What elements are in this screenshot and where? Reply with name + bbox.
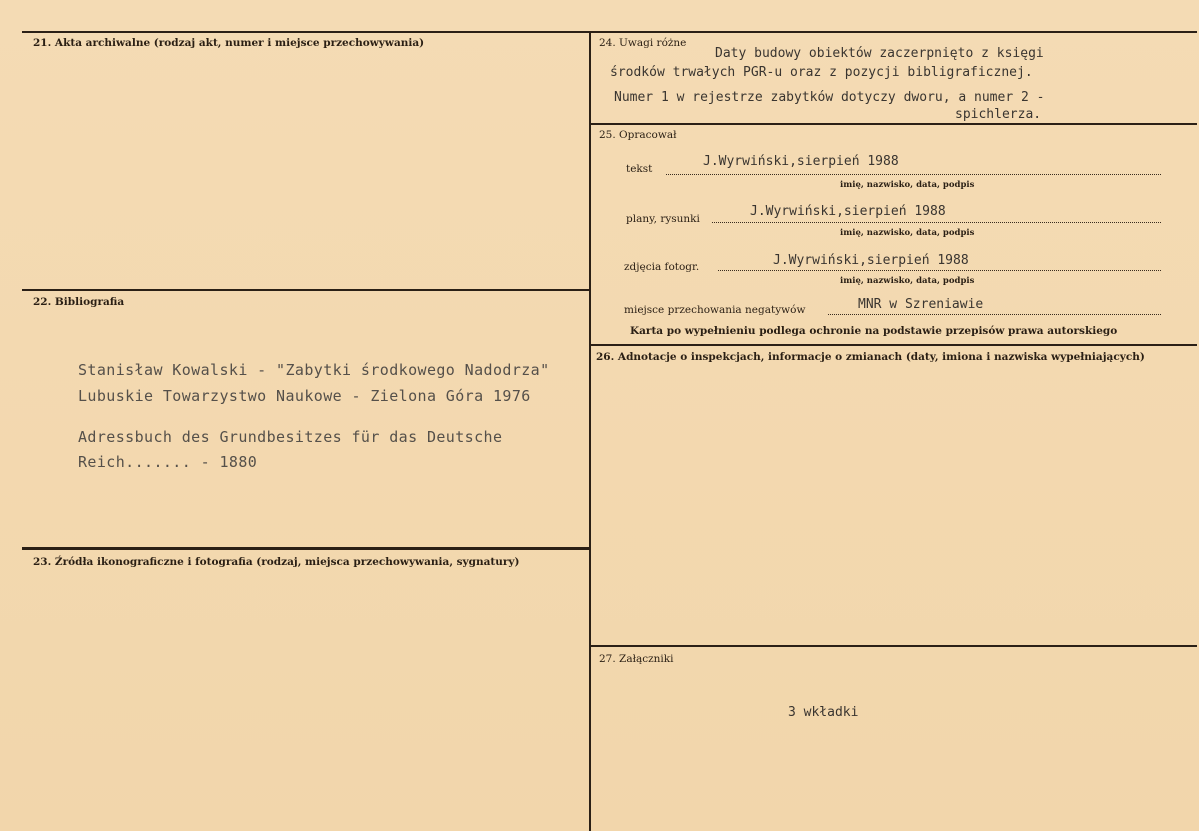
text-author-label: tekst: [626, 163, 653, 175]
prepared-by-heading: 25. Opracował: [599, 129, 677, 141]
bibliography-heading: 22. Bibliografia: [33, 296, 125, 308]
right-divider-2: [591, 344, 1197, 346]
top-border: [22, 31, 1197, 33]
center-divider: [589, 31, 591, 831]
iconographic-sources-heading: 23. Źródła ikonograficzne i fotografia (rodzaj, miejsca przechowywania, sygnatury): [33, 556, 520, 568]
remarks-heading: 24. Uwagi różne: [599, 37, 687, 49]
left-divider-1: [22, 289, 591, 291]
remarks-line-3: Numer 1 w rejestrze zabytków dotyczy dworu, a numer 2 -: [614, 90, 1045, 105]
negatives-location-line: [828, 314, 1161, 315]
archival-records-heading: 21. Akta archiwalne (rodzaj akt, numer i miejsce przechowywania): [33, 37, 425, 49]
remarks-line-2: środków trwałych PGR-u oraz z pozycji bibligraficznej.: [610, 65, 1033, 80]
text-author-hint: imię, nazwisko, data, podpis: [840, 180, 975, 190]
copyright-note: Karta po wypełnieniu podlega ochronie na podstawie przepisów prawa autorskiego: [630, 325, 1118, 337]
drawings-author-value: J.Wyrwiński,sierpień 1988: [750, 204, 946, 219]
photos-author-line: [718, 270, 1161, 271]
right-divider-1: [591, 123, 1197, 125]
right-divider-3: [591, 645, 1197, 647]
photos-author-value: J.Wyrwiński,sierpień 1988: [773, 253, 969, 268]
drawings-author-line: [712, 222, 1161, 223]
remarks-line-1: Daty budowy obiektów zaczerpnięto z księgi: [715, 46, 1044, 61]
bibliography-line-2: Lubuskie Towarzystwo Naukowe - Zielona Góra 1976: [78, 387, 531, 405]
photos-author-hint: imię, nazwisko, data, podpis: [840, 276, 975, 286]
inspection-notes-heading: 26. Adnotacje o inspekcjach, informacje o zmianach (daty, imiona i nazwiska wypełniających): [596, 351, 1145, 363]
left-divider-2: [22, 547, 591, 550]
photos-author-label: zdjęcia fotogr.: [624, 261, 700, 273]
drawings-author-hint: imię, nazwisko, data, podpis: [840, 228, 975, 238]
text-author-line: [666, 174, 1161, 175]
bibliography-line-4: Reich....... - 1880: [78, 453, 258, 471]
negatives-location-value: MNR w Szreniawie: [858, 297, 984, 312]
attachments-heading: 27. Załączniki: [599, 653, 674, 665]
drawings-author-label: plany, rysunki: [626, 213, 700, 225]
bibliography-line-3: Adressbuch des Grundbesitzes für das Deutsche: [78, 428, 503, 446]
remarks-line-4: spichlerza.: [955, 107, 1042, 122]
attachments-value: 3 wkładki: [788, 705, 859, 720]
bibliography-line-1: Stanisław Kowalski - "Zabytki środkowego Nadodrza": [78, 361, 550, 379]
text-author-value: J.Wyrwiński,sierpień 1988: [703, 154, 899, 169]
negatives-location-label: miejsce przechowania negatywów: [624, 304, 806, 316]
